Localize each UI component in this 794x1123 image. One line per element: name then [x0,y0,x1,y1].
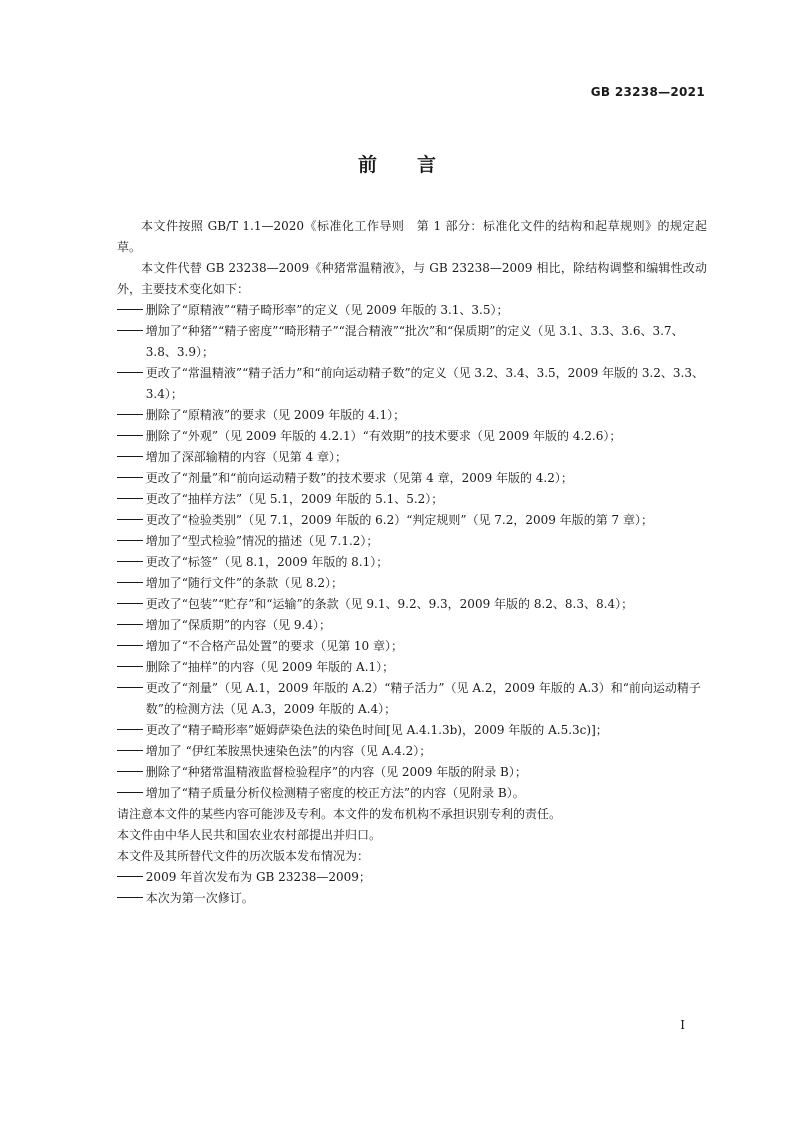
list-item: 删除了“外观”（见 2009 年版的 4.2.1）“有效期”的技术要求（见 2009 年版的 4.2.6）； [117,426,707,447]
dash-marker [117,531,146,552]
dash-marker [117,300,146,321]
dash-marker [117,678,146,699]
list-item: 删除了“原精液”“精子畸形率”的定义（见 2009 年版的 3.1、3.5）； [117,300,707,321]
standard-number: GB 23238—2021 [590,85,705,99]
dash-marker [117,468,146,489]
list-item: 增加了“精子质量分析仪检测精子密度的校正方法”的内容（见附录 B）。 [117,783,707,804]
dash-marker [117,321,146,342]
list-item: 增加了“种猪”“精子密度”“畸形精子”“混合精液”“批次”和“保质期”的定义（见 3.1、3.3、3.6、3.7、3.8、3.9）； [117,321,707,363]
list-item: 本次为第一次修订。 [117,888,707,909]
list-item: 更改了“精子畸形率”姬姆萨染色法的染色时间[见 A.4.1.3b)，2009 年版的 A.5.3c)]； [117,720,707,741]
dash-marker [117,552,146,573]
list-item: 2009 年首次发布为 GB 23238—2009； [117,867,707,888]
history-list [117,867,707,909]
list-item: 更改了“包装”“贮存”和“运输”的条款（见 9.1、9.2、9.3，2009 年版的 8.2、8.3、8.4）； [117,594,707,615]
dash-marker [117,426,146,447]
list-item: 删除了“种猪常温精液监督检验程序”的内容（见 2009 年版的附录 B）； [117,762,707,783]
dash-marker [117,888,146,909]
dash-marker [117,510,146,531]
list-item: 删除了“抽样”的内容（见 2009 年版的 A.1）； [117,657,707,678]
foreword-body [117,216,707,909]
dash-marker [117,741,146,762]
dash-marker [117,720,146,741]
list-item: 删除了“原精液”的要求（见 2009 年版的 4.1）； [117,405,707,426]
list-item: 更改了“常温精液”“精子活力”和“前向运动精子数”的定义（见 3.2、3.4、3.5，2009 年版的 3.2、3.3、3.4）； [117,363,707,405]
dash-marker [117,867,146,888]
list-item: 更改了“剂量”和“前向运动精子数”的技术要求（见第 4 章，2009 年版的 4.2）； [117,468,707,489]
list-item: 更改了“抽样方法”（见 5.1，2009 年版的 5.1、5.2）； [117,489,707,510]
list-item: 增加了“型式检验”情况的描述（见 7.1.2）； [117,531,707,552]
dash-marker [117,594,146,615]
list-item: 更改了“标签”（见 8.1，2009 年版的 8.1）； [117,552,707,573]
dash-marker [117,573,146,594]
dash-marker [117,657,146,678]
list-item: 增加了 “伊红苯胺黑快速染色法”的内容（见 A.4.2）； [117,741,707,762]
dash-marker [117,783,146,804]
list-item: 增加了“保质期”的内容（见 9.4）； [117,615,707,636]
paragraph-history-intro: 本文件及其所替代文件的历次版本发布情况为： [117,849,370,863]
list-item: 增加了“随行文件”的条款（见 8.2）； [117,573,707,594]
list-item: 增加了深部输精的内容（见第 4 章）； [117,447,707,468]
dash-marker [117,405,146,426]
dash-marker [117,762,146,783]
changes-list [117,300,707,804]
dash-marker [117,615,146,636]
page-title: 前言 [357,154,476,176]
paragraph-drafting: 本文件按照 GB/T 1.1—2020《标准化工作导则 第 1 部分：标准化文件的结构和起草规则》的规定起草。 [117,219,707,254]
list-item: 更改了“检验类别”（见 7.1，2009 年版的 6.2）“判定规则”（见 7.2，2009 年版的第 7 章）； [117,510,707,531]
list-item: 增加了“不合格产品处置”的要求（见第 10 章）； [117,636,707,657]
dash-marker [117,489,146,510]
dash-marker [117,636,146,657]
paragraph-proposer: 本文件由中华人民共和国农业农村部提出并归口。 [117,828,382,842]
dash-marker [117,447,146,468]
paragraph-replacement: 本文件代替 GB 23238—2009《种猪常温精液》，与 GB 23238—2009 相比，除结构调整和编辑性改动外，主要技术变化如下： [117,261,707,296]
paragraph-patent-notice: 请注意本文件的某些内容可能涉及专利。本文件的发布机构不承担识别专利的责任。 [117,807,562,821]
list-item: 更改了“剂量”（见 A.1，2009 年版的 A.2）“精子活力”（见 A.2，2009 年版的 A.3）和“前向运动精子数”的检测方法（见 A.3，2009 年版的 A.4）； [117,678,707,720]
page-number: I [680,1018,685,1032]
dash-marker [117,363,146,384]
